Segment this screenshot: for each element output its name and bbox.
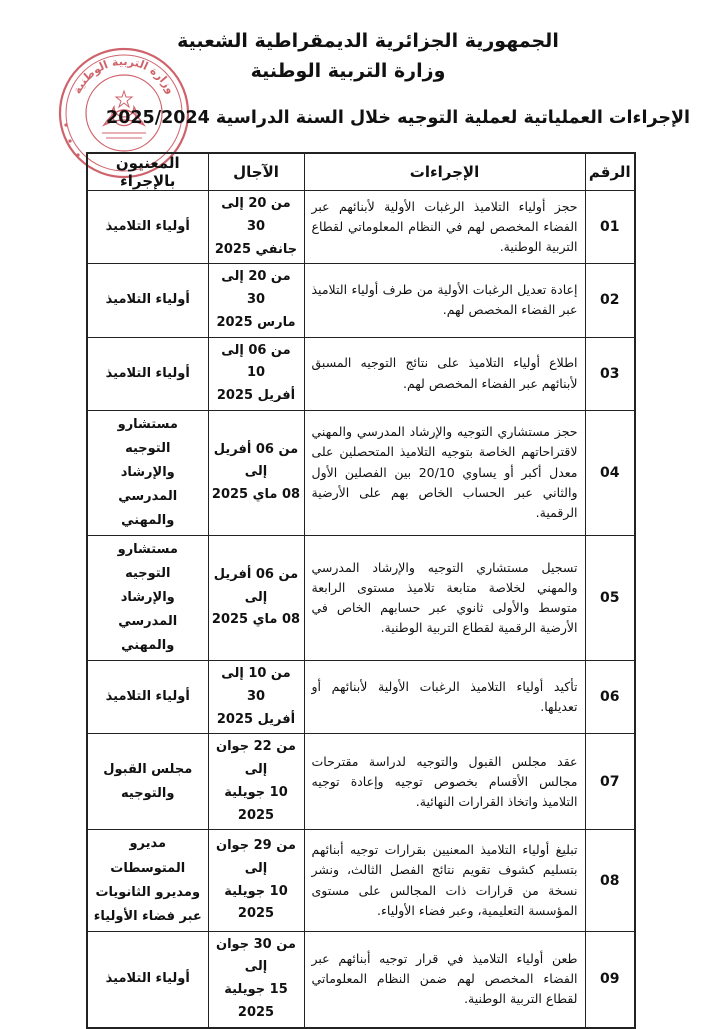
document-title: الإجراءات العملياتية لعملية التوجيه خلال السنة الدراسية 2025/2024 [106, 108, 690, 128]
deadline-line: 08 ماي 2025 [211, 612, 301, 628]
table-row [87, 410, 635, 535]
concerned-line: مديرو المتوسطات [110, 836, 186, 876]
row-deadline [208, 661, 304, 734]
row-procedure: تأكيد أولياء التلاميذ الرغبات الأولية لأبنائهم أو تعديلها. [304, 661, 585, 734]
concerned-line: أولياء التلاميذ [105, 971, 190, 987]
row-concerned [87, 661, 208, 734]
header-concerned: المعنيون بالإجراء [87, 153, 208, 191]
row-concerned [87, 337, 208, 410]
deadline-line: من 22 جوان إلى [216, 739, 296, 778]
deadline-line: أفريل 2025 [216, 711, 296, 727]
deadline-line: 10 جويلية 2025 [224, 883, 288, 922]
deadline-line: 10 جويلية 2025 [224, 784, 288, 823]
orientation-schedule-table [86, 152, 636, 1029]
country-name: الجمهورية الجزائرية الديمقراطية الشعبية [177, 30, 559, 52]
row-number: 08 [585, 830, 635, 931]
concerned-line: مجلس القبول والتوجيه [103, 761, 193, 801]
row-concerned [87, 734, 208, 830]
concerned-line: أولياء التلاميذ [105, 219, 190, 235]
concerned-line: مستشارو التوجيه [117, 541, 178, 582]
concerned-line: والإرشاد المدرسي والمهني [118, 464, 178, 528]
row-concerned [87, 264, 208, 337]
row-concerned [87, 410, 208, 535]
deadline-line: من 10 إلى 30 [221, 666, 291, 704]
table-row [87, 191, 635, 264]
deadline-line: من 06 أفريل إلى [213, 566, 299, 605]
row-procedure: تبليغ أولياء التلاميذ المعنيين بقرارات توجيه أبنائهم بتسليم كشوف تقويم نتائج الفصل الثالث، ونشر نسخة من قرارات ذات المجالس على مستوى المؤسسة التعليمية، وعبر فضاء الأولياء. [304, 830, 585, 931]
concerned-line: ومديرو الثانويات [95, 884, 201, 900]
table-row [87, 830, 635, 931]
row-number: 01 [585, 191, 635, 264]
row-deadline [208, 337, 304, 410]
deadline-line: من 06 أفريل إلى [213, 441, 299, 480]
header-procedures: الإجراءات [304, 153, 585, 191]
deadline-line: مارس 2025 [216, 314, 296, 330]
row-deadline [208, 830, 304, 931]
table-row [87, 931, 635, 1028]
row-deadline [208, 410, 304, 535]
row-number: 07 [585, 734, 635, 830]
concerned-line: والإرشاد المدرسي والمهني [118, 590, 178, 654]
row-concerned [87, 191, 208, 264]
header-deadlines: الآجال [208, 153, 304, 191]
row-concerned [87, 830, 208, 931]
deadline-line: من 20 إلى 30 [221, 269, 291, 307]
row-deadline [208, 264, 304, 337]
row-number: 06 [585, 661, 635, 734]
row-concerned [87, 535, 208, 660]
table-row [87, 337, 635, 410]
concerned-line: أولياء التلاميذ [105, 365, 190, 381]
deadline-line: جانفي 2025 [214, 241, 298, 257]
row-procedure: عقد مجلس القبول والتوجيه لدراسة مقترحات مجالس الأقسام بخصوص توجيه وإعادة توجيه التلاميذ واتخاذ القرارات النهائية. [304, 734, 585, 830]
row-procedure: تسجيل مستشاري التوجيه والإرشاد المدرسي والمهني لخلاصة متابعة تلاميذ مستوى الرابعة متوسط والأولى ثانوي عبر حسابهم الخاص في الأرضية الرقمية لقطاع التربية الوطنية. [304, 535, 585, 660]
header-number: الرقم [585, 153, 635, 191]
table-row [87, 535, 635, 660]
row-concerned [87, 931, 208, 1028]
row-procedure: حجز مستشاري التوجيه والإرشاد المدرسي والمهني لاقتراحاتهم الخاصة بتوجيه التلاميذ المتحصلين على معدل أكبر أو يساوي 20/10 بين الفصلين الأول والثاني عبر الحساب الخاص بهم على الأرضية الرقمية. [304, 410, 585, 535]
ministry-name: وزارة التربية الوطنية [250, 60, 446, 82]
table-header-row [87, 153, 635, 191]
concerned-line: أولياء التلاميذ [105, 292, 190, 308]
concerned-line: أولياء التلاميذ [105, 689, 190, 705]
row-deadline [208, 191, 304, 264]
deadline-line: 08 ماي 2025 [211, 487, 301, 503]
deadline-line: من 30 جوان إلى [216, 936, 296, 975]
table-row [87, 734, 635, 830]
stamp-text: وزارة التربية الوطنية [70, 54, 178, 96]
concerned-line: مستشارو التوجيه [117, 416, 178, 456]
row-deadline [208, 931, 304, 1028]
row-number: 03 [585, 337, 635, 410]
deadline-line: من 29 جوان إلى [216, 838, 296, 876]
row-number: 05 [585, 535, 635, 660]
table-row [87, 264, 635, 337]
deadline-line: من 20 إلى 30 [221, 196, 291, 234]
concerned-line: عبر فضاء الأولياء [93, 908, 202, 924]
row-number: 04 [585, 410, 635, 535]
row-number: 02 [585, 264, 635, 337]
row-number: 09 [585, 931, 635, 1028]
row-deadline [208, 734, 304, 830]
row-procedure: اطلاع أولياء التلاميذ على نتائج التوجيه المسبق لأبنائهم عبر الفضاء المخصص لهم. [304, 337, 585, 410]
deadline-line: أفريل 2025 [216, 388, 296, 403]
row-procedure: إعادة تعديل الرغبات الأولية من طرف أولياء التلاميذ عبر الفضاء المخصص لهم. [304, 264, 585, 337]
deadline-line: 15 جويلية 2025 [224, 982, 288, 1020]
deadline-line: من 06 إلى 10 [221, 342, 291, 381]
row-deadline [208, 535, 304, 660]
row-procedure: حجز أولياء التلاميذ الرغبات الأولية لأبنائهم عبر الفضاء المخصص لهم في النظام المعلوماتي لقطاع التربية الوطنية. [304, 191, 585, 264]
table-row [87, 661, 635, 734]
row-procedure: طعن أولياء التلاميذ في قرار توجيه أبنائهم عبر الفضاء المخصص لهم ضمن النظام المعلوماتي لقطاع التربية الوطنية. [304, 931, 585, 1028]
